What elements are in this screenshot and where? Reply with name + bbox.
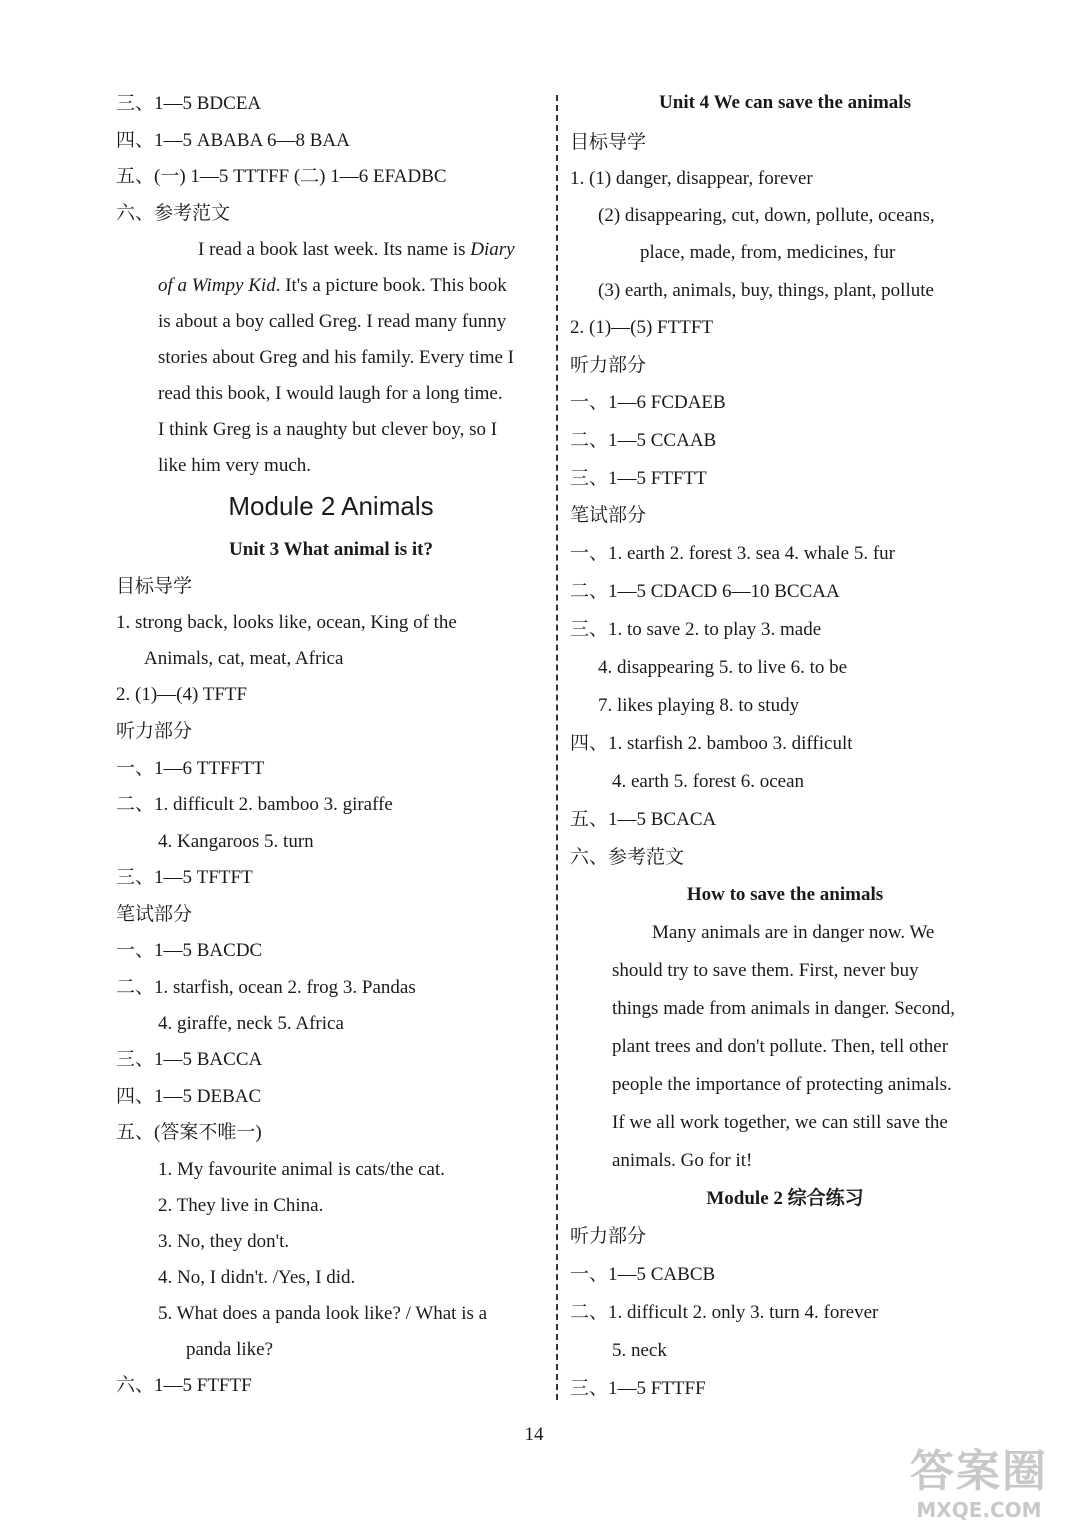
answer-line: 二、1—5 CDACD 6—10 BCCAA (570, 581, 840, 602)
essay2-line: If we all work together, we can still save the (612, 1112, 948, 1133)
answer-line: panda like? (186, 1339, 274, 1360)
essay1-line: is about a boy called Greg. I read many funny (158, 311, 507, 332)
answer-line: 4. disappearing 5. to live 6. to be (598, 657, 848, 678)
unit4-title: Unit 4 We can save the animals (659, 92, 911, 113)
section-heading: 笔试部分 (116, 904, 193, 925)
watermark-url: MXQE.COM (916, 1498, 1042, 1522)
answer-line: place, made, from, medicines, fur (640, 242, 896, 263)
answer-line: (2) disappearing, cut, down, pollute, oceans, (598, 205, 935, 226)
answer-line: 四、1—5 DEBAC (116, 1086, 262, 1107)
answer-line: 7. likes playing 8. to study (598, 695, 800, 716)
page-number: 14 (524, 1424, 544, 1445)
answer-line: 2. They live in China. (158, 1195, 324, 1216)
answer-line: 4. No, I didn't. /Yes, I did. (158, 1267, 356, 1288)
essay2-line: Many animals are in danger now. We (652, 922, 935, 943)
answer-line: 六、1—5 FTFTF (116, 1375, 252, 1396)
answer-line: 三、1—5 TFTFT (116, 867, 253, 888)
answer-line: 1. My favourite animal is cats/the cat. (158, 1159, 446, 1180)
essay2-line: things made from animals in danger. Second, (612, 998, 955, 1019)
answer-line: 五、(一) 1—5 TTTFF (二) 1—6 EFADBC (116, 166, 447, 187)
section-heading: 听力部分 (116, 721, 193, 742)
review-title: Module 2 综合练习 (706, 1188, 864, 1209)
answer-line: 一、1—6 FCDAEB (570, 392, 726, 413)
column-divider (556, 95, 558, 1400)
section-heading: 听力部分 (570, 1226, 647, 1247)
essay1-line: stories about Greg and his family. Every time I (158, 347, 514, 368)
essay2-line: people the importance of protecting animals. (612, 1074, 952, 1095)
answer-line: 三、1—5 FTTFF (570, 1378, 706, 1399)
answer-line: 二、1. difficult 2. bamboo 3. giraffe (116, 794, 393, 815)
answer-line: Animals, cat, meat, Africa (144, 648, 344, 669)
essay2-line: plant trees and don't pollute. Then, tell other (612, 1036, 949, 1057)
essay1-line: of a Wimpy Kid. It's a picture book. This book (158, 275, 507, 296)
answer-line: 五、(答案不唯一) (116, 1122, 262, 1143)
essay2-line: animals. Go for it! (612, 1150, 753, 1171)
section-heading: 笔试部分 (570, 505, 647, 526)
answer-line: 4. earth 5. forest 6. ocean (612, 771, 805, 792)
answer-line: 四、1—5 ABABA 6—8 BAA (116, 130, 350, 151)
essay1-line: read this book, I would laugh for a long time. (158, 383, 503, 404)
answer-line: 三、1—5 BACCA (116, 1049, 263, 1070)
answer-line: 五、1—5 BCACA (570, 809, 717, 830)
section-heading: 六、参考范文 (570, 847, 685, 868)
essay2-title: How to save the animals (686, 884, 884, 905)
answer-line: 三、1—5 BDCEA (116, 93, 262, 114)
answer-line: 一、1. earth 2. forest 3. sea 4. whale 5. fur (570, 543, 896, 564)
answer-line: 二、1. difficult 2. only 3. turn 4. forever (570, 1302, 879, 1323)
answer-line: 三、1. to save 2. to play 3. made (570, 619, 822, 640)
answer-line: (3) earth, animals, buy, things, plant, pollute (598, 280, 934, 301)
essay2-line: should try to save them. First, never buy (612, 960, 919, 981)
section-heading: 目标导学 (570, 132, 647, 153)
section-heading: 听力部分 (570, 355, 647, 376)
answer-line: 1. (1) danger, disappear, forever (570, 168, 813, 189)
answer-line: 六、参考范文 (116, 203, 231, 224)
answer-line: 四、1. starfish 2. bamboo 3. difficult (570, 733, 853, 754)
answer-line: 5. What does a panda look like? / What is a (158, 1303, 488, 1324)
essay1-line: like him very much. (158, 455, 312, 476)
answer-line: 4. giraffe, neck 5. Africa (158, 1013, 344, 1034)
unit3-title: Unit 3 What animal is it? (229, 539, 433, 560)
module-title: Module 2 Animals (228, 491, 434, 521)
answer-line: 二、1. starfish, ocean 2. frog 3. Pandas (116, 977, 416, 998)
watermark-logo (904, 1446, 1054, 1530)
essay1-line: I read a book last week. Its name is Diary (198, 239, 515, 260)
answer-line: 2. (1)—(5) FTTFT (570, 317, 714, 338)
answer-line: 1. strong back, looks like, ocean, King of the (116, 612, 457, 633)
answer-line: 二、1—5 CCAAB (570, 430, 717, 451)
essay1-line: I think Greg is a naughty but clever boy, so I (158, 419, 498, 440)
section-heading: 目标导学 (116, 576, 193, 597)
answer-line: 3. No, they don't. (158, 1231, 290, 1252)
answer-line: 一、1—5 BACDC (116, 940, 263, 961)
answer-line: 一、1—5 CABCB (570, 1264, 716, 1285)
answer-line: 一、1—6 TTFFTT (116, 758, 265, 779)
answer-line: 三、1—5 FTFTT (570, 468, 707, 489)
answer-line: 5. neck (612, 1340, 667, 1361)
watermark-text: 答案圈 (910, 1446, 1048, 1497)
answer-line: 2. (1)—(4) TFTF (116, 684, 248, 705)
answer-line: 4. Kangaroos 5. turn (158, 831, 314, 852)
